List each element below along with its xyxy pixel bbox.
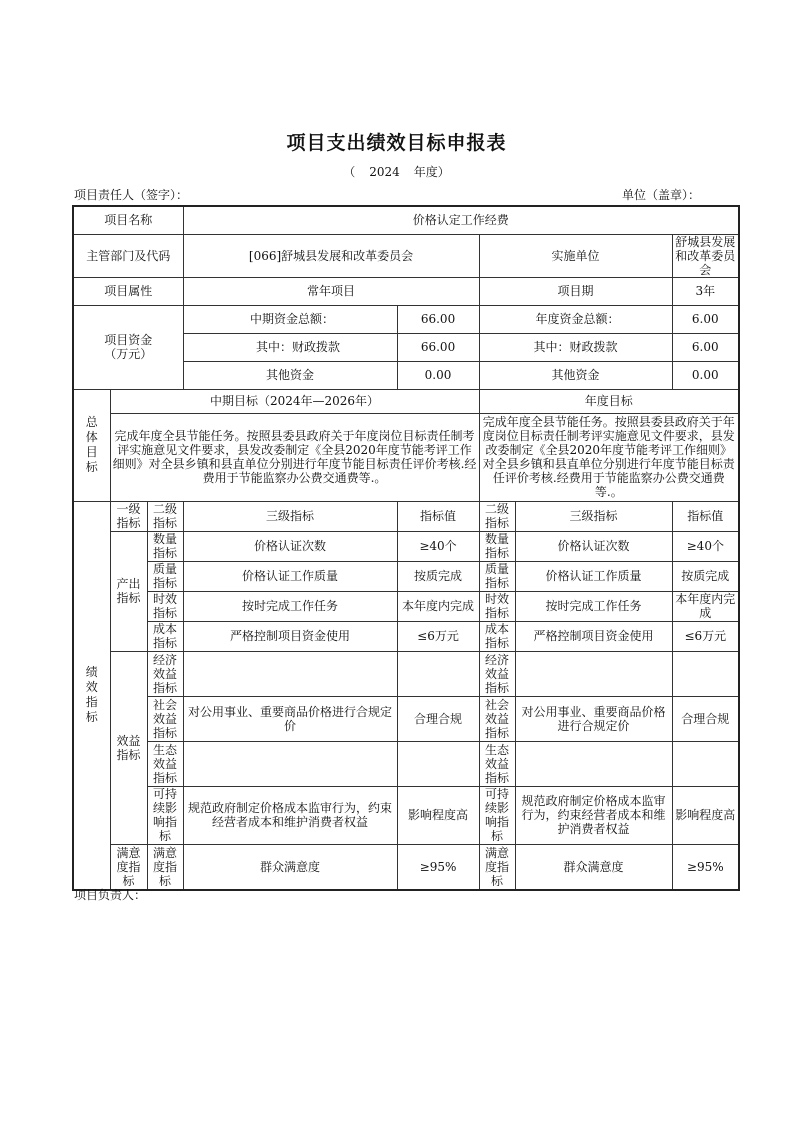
- annual-level3-cell: 价格认证工作质量: [515, 561, 672, 591]
- annual-level2-cell: 时效指标: [479, 591, 515, 621]
- mid-other-label: 其他资金: [183, 361, 397, 389]
- annual-value-cell: 影响程度高: [672, 786, 739, 844]
- annual-level2-cell: 满意度指标: [479, 844, 515, 890]
- level3-cell: [183, 741, 397, 786]
- col-value: 指标值: [397, 501, 479, 531]
- level2-cell: 数量指标: [147, 531, 183, 561]
- level3-cell: [183, 651, 397, 696]
- department-label: 主管部门及代码: [73, 234, 183, 277]
- responsible-person-label: 项目责任人（签字）：: [74, 188, 189, 202]
- row-perf-header: [73, 501, 739, 531]
- mid-goal-header: 中期目标（2024年—2026年）: [110, 389, 479, 413]
- level2-cell: 时效指标: [147, 591, 183, 621]
- annual-total-label: 年度资金总额：: [479, 305, 672, 333]
- annual-level3-cell: 对公用事业、重要商品价格进行合规定价: [515, 696, 672, 741]
- benefit-indicator-label: 效益指标: [110, 651, 147, 844]
- performance-form-table: [72, 205, 740, 891]
- mid-total-label: 中期资金总额：: [183, 305, 397, 333]
- value-cell: [397, 651, 479, 696]
- annual-level2-cell: 可持续影响指标: [479, 786, 515, 844]
- funds-label: 项目资金（万元）: [73, 305, 183, 389]
- annual-level2-cell: 生态效益指标: [479, 741, 515, 786]
- level3-cell: 规范政府制定价格成本监审行为，约束经营者成本和维护消费者权益: [183, 786, 397, 844]
- annual-goal-header: 年度目标: [479, 389, 739, 413]
- annual-value-cell: 本年度内完成: [672, 591, 739, 621]
- table-row: [73, 696, 739, 741]
- annual-other-label: 其他资金: [479, 361, 672, 389]
- annual-fiscal-value: 6.00: [672, 333, 739, 361]
- row-project-name: [73, 206, 739, 234]
- implementing-unit-value: 舒城县发展和改革委员会: [672, 234, 739, 277]
- value-cell: 合理合规: [397, 696, 479, 741]
- annual-level3-cell: [515, 651, 672, 696]
- project-name-value: 价格认定工作经费: [183, 206, 739, 234]
- value-cell: ≤6万元: [397, 621, 479, 651]
- annual-level2-cell: 经济效益指标: [479, 651, 515, 696]
- annual-level3-cell: [515, 741, 672, 786]
- col-level3: 三级指标: [183, 501, 397, 531]
- mid-fiscal-label: 其中：财政拨款: [183, 333, 397, 361]
- level2-cell: 满意度指标: [147, 844, 183, 890]
- project-period-value: 3年: [672, 277, 739, 305]
- row-attribute: [73, 277, 739, 305]
- value-cell: 影响程度高: [397, 786, 479, 844]
- annual-level2-cell: 成本指标: [479, 621, 515, 651]
- table-row: [73, 786, 739, 844]
- implementing-unit-label: 实施单位: [479, 234, 672, 277]
- annual-level2-cell: 质量指标: [479, 561, 515, 591]
- project-lead-label: 项目负责人：: [74, 888, 147, 902]
- table-row: [73, 591, 739, 621]
- table-row: [73, 621, 739, 651]
- annual-goal-text: 完成年度全县节能任务。按照县委县政府关于年度岗位目标责任制考评实施意见文件要求，县发改委制定《全县2020年度节能考评工作细则》对全县乡镇和县直单位分别进行年度节能目标责任评价考核.经费用于节能监察办公费交通费等.。: [479, 413, 739, 501]
- department-value: [066]舒城县发展和改革委员会: [183, 234, 479, 277]
- annual-value-cell: ≤6万元: [672, 621, 739, 651]
- annual-other-value: 0.00: [672, 361, 739, 389]
- overall-goal-label: 总体目标: [73, 389, 110, 501]
- annual-level3-cell: 群众满意度: [515, 844, 672, 890]
- value-cell: ≥95%: [397, 844, 479, 890]
- annual-value-cell: ≥40个: [672, 531, 739, 561]
- level2-cell: 质量指标: [147, 561, 183, 591]
- annual-fiscal-label: 其中：财政拨款: [479, 333, 672, 361]
- value-cell: [397, 741, 479, 786]
- annual-value-cell: [672, 741, 739, 786]
- col-level3-annual: 三级指标: [515, 501, 672, 531]
- page-title: 项目支出绩效目标申报表: [286, 132, 507, 154]
- mid-total-value: 66.00: [397, 305, 479, 333]
- annual-level3-cell: 价格认证次数: [515, 531, 672, 561]
- row-goals-header: [73, 389, 739, 413]
- annual-total-value: 6.00: [672, 305, 739, 333]
- project-attribute-value: 常年项目: [183, 277, 479, 305]
- level2-cell: 可持续影响指标: [147, 786, 183, 844]
- mid-other-value: 0.00: [397, 361, 479, 389]
- col-level2: 二级指标: [147, 501, 183, 531]
- annual-level3-cell: 按时完成工作任务: [515, 591, 672, 621]
- level2-cell: 社会效益指标: [147, 696, 183, 741]
- satisfaction-indicator-label: 满意度指标: [110, 844, 147, 890]
- year-label: 年度）: [413, 165, 450, 179]
- table-row: [73, 651, 739, 696]
- col-value-annual: 指标值: [672, 501, 739, 531]
- mid-fiscal-value: 66.00: [397, 333, 479, 361]
- mid-goal-text: 完成年度全县节能任务。按照县委县政府关于年度岗位目标责任制考评实施意见文件要求，县发改委制定《全县2020年度节能考评工作细则》对全县乡镇和县直单位分别进行年度节能目标责任评价考核.经费用于节能监察办公费交通费等.。: [110, 413, 479, 501]
- level3-cell: 按时完成工作任务: [183, 591, 397, 621]
- level3-cell: 对公用事业、重要商品价格进行合规定价: [183, 696, 397, 741]
- level3-cell: 价格认证次数: [183, 531, 397, 561]
- col-level1: 一级指标: [110, 501, 147, 531]
- value-cell: ≥40个: [397, 531, 479, 561]
- level2-cell: 成本指标: [147, 621, 183, 651]
- row-goals-text: [73, 413, 739, 501]
- unit-seal-label: 单位（盖章）：: [622, 188, 701, 202]
- table-row: [73, 561, 739, 591]
- table-row: [73, 741, 739, 786]
- annual-level3-cell: 规范政府制定价格成本监审行为，约束经营者成本和维护消费者权益: [515, 786, 672, 844]
- annual-value-cell: 合理合规: [672, 696, 739, 741]
- level3-cell: 严格控制项目资金使用: [183, 621, 397, 651]
- perf-label: 绩效指标: [73, 501, 110, 890]
- table-row: [73, 844, 739, 890]
- project-attribute-label: 项目属性: [73, 277, 183, 305]
- annual-value-cell: ≥95%: [672, 844, 739, 890]
- annual-level3-cell: 严格控制项目资金使用: [515, 621, 672, 651]
- table-row: [73, 531, 739, 561]
- project-name-label: 项目名称: [73, 206, 183, 234]
- year-value: 2024: [369, 165, 400, 179]
- col-level2-annual: 二级指标: [479, 501, 515, 531]
- year-line: [0, 163, 793, 180]
- value-cell: 本年度内完成: [397, 591, 479, 621]
- value-cell: 按质完成: [397, 561, 479, 591]
- annual-level2-cell: 数量指标: [479, 531, 515, 561]
- output-indicator-label: 产出指标: [110, 531, 147, 651]
- project-period-label: 项目期: [479, 277, 672, 305]
- annual-value-cell: 按质完成: [672, 561, 739, 591]
- level3-cell: 价格认证工作质量: [183, 561, 397, 591]
- row-department: [73, 234, 739, 277]
- annual-value-cell: [672, 651, 739, 696]
- year-open: （: [343, 165, 356, 179]
- level2-cell: 生态效益指标: [147, 741, 183, 786]
- level2-cell: 经济效益指标: [147, 651, 183, 696]
- row-funds-total: [73, 305, 739, 333]
- level3-cell: 群众满意度: [183, 844, 397, 890]
- annual-level2-cell: 社会效益指标: [479, 696, 515, 741]
